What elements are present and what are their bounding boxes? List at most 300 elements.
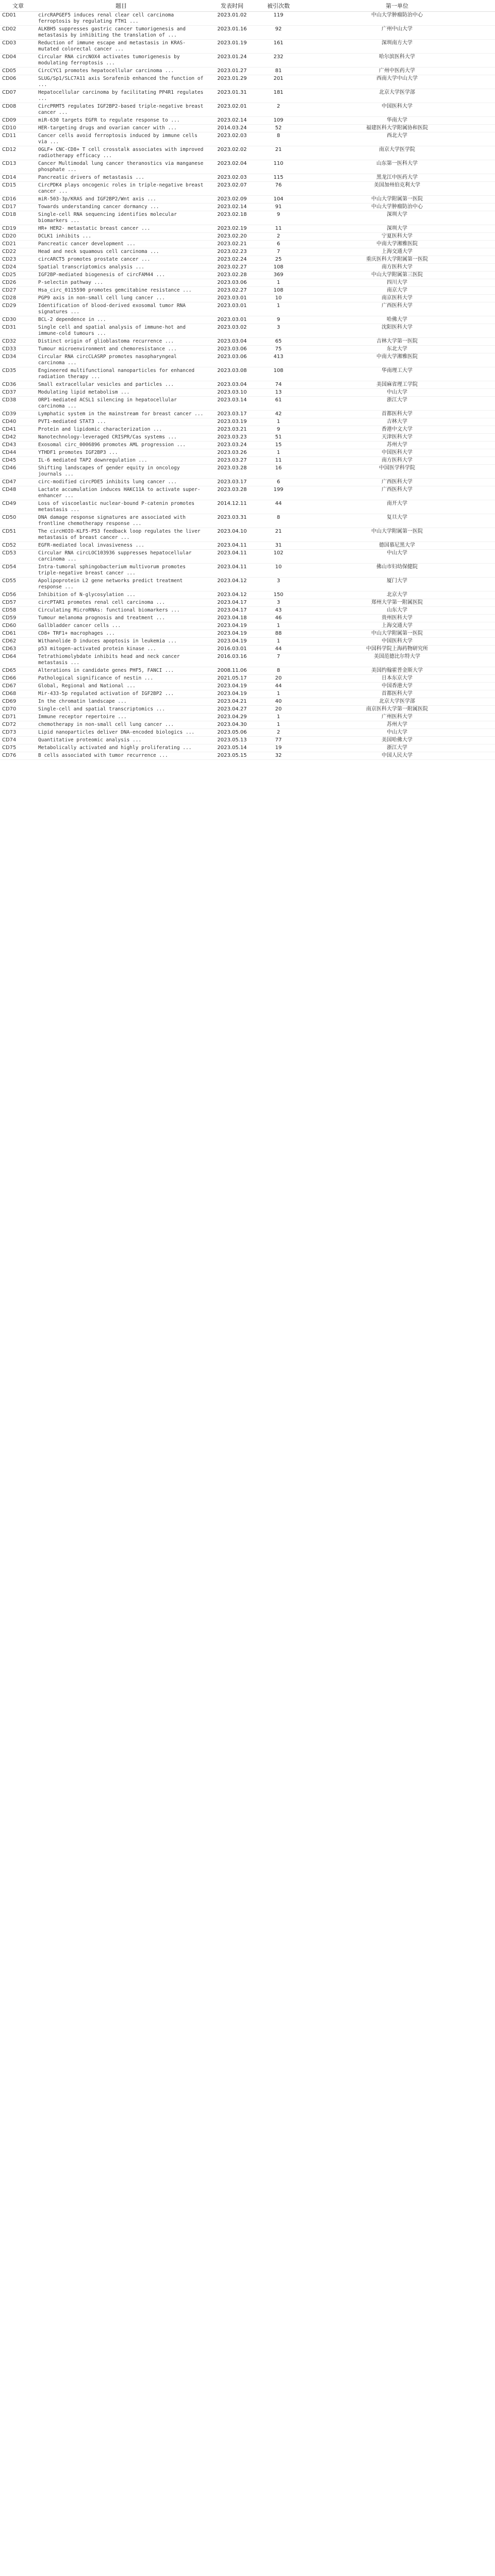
table-row — [0, 287, 495, 295]
cell-institution: 中山大学附属第一医院 — [299, 528, 495, 542]
cell-date: 2023.03.31 — [206, 514, 258, 528]
cell-institution: 西北大学 — [299, 132, 495, 146]
table-row — [0, 434, 495, 442]
table-row — [0, 54, 495, 67]
cell-code: CD13 — [0, 160, 36, 174]
cell-date: 2023.05.13 — [206, 737, 258, 744]
cell-code: CD05 — [0, 67, 36, 75]
cell-institution: 华南大学 — [299, 117, 495, 125]
cell-institution: 中山大学 — [299, 550, 495, 564]
cell-title: YTHDF1 promotes IGF2BP3 ... — [36, 449, 206, 457]
cell-institution: 中国医学科学院 — [299, 465, 495, 479]
cell-institution: 广州中山大学 — [299, 26, 495, 40]
cell-title: Single cell and spatial analysis of immune-hot and immune-cold tumours ... — [36, 324, 206, 338]
cell-institution: 美国范德比尔特大学 — [299, 653, 495, 667]
cell-date: 2023.04.11 — [206, 550, 258, 564]
cell-code: CD41 — [0, 426, 36, 434]
cell-date: 2014.12.11 — [206, 500, 258, 514]
table-row — [0, 40, 495, 54]
cell-date: 2023.02.07 — [206, 182, 258, 196]
cell-date: 2023.02.18 — [206, 211, 258, 225]
cell-institution: 南京大学 — [299, 287, 495, 295]
cell-date: 2023.04.30 — [206, 721, 258, 729]
cell-title: Tetrathiomolybdate inhibits head and neck cancer metastasis ... — [36, 653, 206, 667]
cell-code: CD11 — [0, 132, 36, 146]
table-row — [0, 353, 495, 367]
cell-code: CD55 — [0, 578, 36, 591]
cell-date: 2023.02.09 — [206, 196, 258, 204]
cell-title: circ-modified circPDE5 inhibits lung cancer ... — [36, 479, 206, 486]
table-row — [0, 264, 495, 272]
cell-cites: 51 — [258, 434, 299, 442]
table-row — [0, 599, 495, 607]
cell-institution: 美国加州伯克利大学 — [299, 182, 495, 196]
cell-code: CD03 — [0, 40, 36, 54]
table-row — [0, 721, 495, 729]
table-row — [0, 752, 495, 760]
cell-title: Engineered multifunctional nanoparticles for enhanced radiation therapy ... — [36, 367, 206, 381]
cell-date: 2016.03.16 — [206, 653, 258, 667]
cell-cites: 32 — [258, 752, 299, 760]
cell-date: 2023.03.19 — [206, 418, 258, 426]
cell-code: CD62 — [0, 638, 36, 646]
cell-cites: 10 — [258, 295, 299, 302]
cell-code: CD27 — [0, 287, 36, 295]
cell-institution: 广西医科大学 — [299, 302, 495, 316]
cell-title: Distinct origin of glioblastoma recurrence ... — [36, 338, 206, 346]
table-row — [0, 117, 495, 125]
table-row — [0, 211, 495, 225]
cell-institution: 北京大学医学部 — [299, 89, 495, 103]
table-row — [0, 426, 495, 434]
cell-title: B cells associated with tumor recurrence ... — [36, 752, 206, 760]
table-row — [0, 486, 495, 500]
cell-institution: 吉林大学第一医院 — [299, 338, 495, 346]
cell-title: Mir-433-5p regulated activation of IGF2BP2 ... — [36, 690, 206, 698]
cell-title: Withanolide D induces apoptosis in leukemia ... — [36, 638, 206, 646]
cell-cites: 7 — [258, 653, 299, 667]
cell-title: CircCYC1 promotes hepatocellular carcinoma ... — [36, 67, 206, 75]
cell-code: CD26 — [0, 279, 36, 287]
cell-title: DCLK1 inhibits ... — [36, 233, 206, 241]
cell-cites: 25 — [258, 256, 299, 264]
cell-title: Reduction of immune escape and metastasis in KRAS-mutated colorectal cancer ... — [36, 40, 206, 54]
header-title: 题目 — [36, 0, 206, 12]
cell-cites: 8 — [258, 514, 299, 528]
table-row — [0, 233, 495, 241]
cell-institution: 哈佛大学 — [299, 316, 495, 324]
cell-institution: 中南大学湘雅医院 — [299, 241, 495, 248]
cell-title: Alterations in candidate genes PHF5, FANCI ... — [36, 667, 206, 675]
cell-date: 2023.03.06 — [206, 353, 258, 367]
cell-institution: 天津医科大学 — [299, 434, 495, 442]
cell-institution: 厦门大学 — [299, 578, 495, 591]
cell-code: CD07 — [0, 89, 36, 103]
cell-code: CD45 — [0, 457, 36, 465]
cell-institution: 山东第一医科大学 — [299, 160, 495, 174]
cell-title: Global, Regional and National ... — [36, 683, 206, 690]
cell-institution: 日本东京大学 — [299, 675, 495, 683]
cell-code: CD38 — [0, 397, 36, 411]
cell-code: CD32 — [0, 338, 36, 346]
cell-cites: 2 — [258, 103, 299, 117]
cell-code: CD33 — [0, 346, 36, 353]
cell-code: CD48 — [0, 486, 36, 500]
cell-institution: 沈阳医科大学 — [299, 324, 495, 338]
cell-title: Circular RNA circCLASRP promotes nasopharyngeal carcinoma ... — [36, 353, 206, 367]
table-row — [0, 132, 495, 146]
cell-cites: 44 — [258, 646, 299, 653]
table-row — [0, 389, 495, 397]
cell-title: Head and neck squamous cell carcinoma ... — [36, 248, 206, 256]
cell-cites: 20 — [258, 675, 299, 683]
table-row — [0, 12, 495, 26]
cell-institution: 中南大学湘雅医院 — [299, 353, 495, 367]
cell-cites: 1 — [258, 449, 299, 457]
cell-institution: 深圳南方大学 — [299, 40, 495, 54]
cell-date: 2023.02.14 — [206, 117, 258, 125]
cell-title: Exosomal circ_0006896 promotes AML progression ... — [36, 442, 206, 449]
cell-institution: 四川大学 — [299, 279, 495, 287]
cell-institution: 黑龙江中医药大学 — [299, 174, 495, 182]
cell-date: 2023.02.01 — [206, 103, 258, 117]
table-row — [0, 397, 495, 411]
cell-title: Single-cell and spatial transcriptomics ... — [36, 706, 206, 714]
cell-date: 2023.02.02 — [206, 146, 258, 160]
cell-cites: 161 — [258, 40, 299, 54]
cell-title: HER-targeting drugs and ovarian cancer with ... — [36, 125, 206, 132]
cell-cites: 3 — [258, 578, 299, 591]
cell-title: P-selectin pathway ... — [36, 279, 206, 287]
cell-institution: 中国人民大学 — [299, 752, 495, 760]
cell-date: 2023.01.24 — [206, 54, 258, 67]
cell-date: 2023.01.16 — [206, 26, 258, 40]
cell-cites: 8 — [258, 132, 299, 146]
cell-cites: 9 — [258, 211, 299, 225]
cell-cites: 104 — [258, 196, 299, 204]
table-row — [0, 103, 495, 117]
table-row — [0, 646, 495, 653]
cell-title: Cancer cells avoid ferroptosis induced by immune cells via ... — [36, 132, 206, 146]
cell-title: p53 mitogen-activated protein kinase ... — [36, 646, 206, 653]
cell-date: 2023.03.06 — [206, 279, 258, 287]
header-cites: 被引次数 — [258, 0, 299, 12]
cell-date: 2023.04.19 — [206, 622, 258, 630]
cell-date: 2023.02.24 — [206, 256, 258, 264]
cell-date: 2023.03.14 — [206, 397, 258, 411]
cell-institution: 首都医科大学 — [299, 411, 495, 418]
cell-title: Apolipoprotein L2 gene networks predict treatment response ... — [36, 578, 206, 591]
cell-institution: 深圳大学 — [299, 225, 495, 233]
cell-cites: 44 — [258, 683, 299, 690]
cell-cites: 9 — [258, 316, 299, 324]
cell-title: DNA damage response signatures are associated with frontline chemotherapy response ... — [36, 514, 206, 528]
cell-title: Pancreatic cancer development ... — [36, 241, 206, 248]
cell-cites: 1 — [258, 638, 299, 646]
cell-institution: 南京医科大学第一附属医院 — [299, 706, 495, 714]
table-row — [0, 418, 495, 426]
cell-cites: 6 — [258, 241, 299, 248]
cell-cites: 3 — [258, 599, 299, 607]
table-row — [0, 550, 495, 564]
cell-institution: 上海交通大学 — [299, 622, 495, 630]
cell-cites: 369 — [258, 272, 299, 279]
cell-title: Protein and lipidomic characterization ... — [36, 426, 206, 434]
cell-cites: 46 — [258, 615, 299, 622]
cell-title: Hepatocellular carcinoma by facilitating PP4R1 regulates ... — [36, 89, 206, 103]
cell-code: CD59 — [0, 615, 36, 622]
cell-date: 2023.01.29 — [206, 75, 258, 89]
cell-cites: 77 — [258, 737, 299, 744]
table-row — [0, 706, 495, 714]
cell-code: CD74 — [0, 737, 36, 744]
cell-code: CD67 — [0, 683, 36, 690]
cell-code: CD58 — [0, 607, 36, 615]
cell-date: 2014.03.24 — [206, 125, 258, 132]
cell-cites: 11 — [258, 457, 299, 465]
cell-code: CD09 — [0, 117, 36, 125]
cell-title: Lipid nanoparticles deliver DNA-encoded biologics ... — [36, 729, 206, 737]
cell-title: Gallbladder cancer cells ... — [36, 622, 206, 630]
cell-cites: 108 — [258, 287, 299, 295]
cell-institution: 北京大学 — [299, 591, 495, 599]
cell-institution: 浙江大学 — [299, 744, 495, 752]
cell-cites: 108 — [258, 367, 299, 381]
table-row — [0, 622, 495, 630]
cell-title: In the chromatin landscape ... — [36, 698, 206, 706]
cell-date: 2023.02.03 — [206, 174, 258, 182]
cell-institution: 南京大学医学院 — [299, 146, 495, 160]
cell-date: 2023.04.18 — [206, 615, 258, 622]
cell-title: Lymphatic system in the mainstream for breast cancer ... — [36, 411, 206, 418]
cell-code: CD53 — [0, 550, 36, 564]
cell-code: CD28 — [0, 295, 36, 302]
cell-institution: 福建医科大学附属协和医院 — [299, 125, 495, 132]
cell-institution: 南京医科大学 — [299, 295, 495, 302]
table-row — [0, 196, 495, 204]
cell-institution: 中山大学附属第一医院 — [299, 196, 495, 204]
cell-code: CD35 — [0, 367, 36, 381]
cell-institution: 浙江大学 — [299, 397, 495, 411]
cell-date: 2023.04.10 — [206, 528, 258, 542]
cell-title: Intra-tumoral sphingobacterium multivorum promotes triple-negative breast cancer ... — [36, 564, 206, 578]
cell-code: CD73 — [0, 729, 36, 737]
cell-code: CD24 — [0, 264, 36, 272]
table-row — [0, 272, 495, 279]
cell-date: 2023.03.17 — [206, 479, 258, 486]
cell-code: CD56 — [0, 591, 36, 599]
cell-date: 2021.05.17 — [206, 675, 258, 683]
cell-title: CD8+ TRF1+ macrophages ... — [36, 630, 206, 638]
cell-code: CD20 — [0, 233, 36, 241]
table-row — [0, 182, 495, 196]
table-row — [0, 295, 495, 302]
cell-cites: 11 — [258, 225, 299, 233]
cell-code: CD76 — [0, 752, 36, 760]
table-row — [0, 89, 495, 103]
cell-code: CD25 — [0, 272, 36, 279]
cell-title: CircPDK4 plays oncogenic roles in triple-negative breast cancer ... — [36, 182, 206, 196]
cell-title: PVT1-mediated STAT3 ... — [36, 418, 206, 426]
table-row — [0, 449, 495, 457]
cell-date: 2023.01.19 — [206, 40, 258, 54]
table-row — [0, 638, 495, 646]
cell-code: CD30 — [0, 316, 36, 324]
cell-code: CD19 — [0, 225, 36, 233]
cell-code: CD06 — [0, 75, 36, 89]
cell-cites: 44 — [258, 500, 299, 514]
cell-title: Single-cell RNA sequencing identifies molecular biomarkers ... — [36, 211, 206, 225]
cell-date: 2023.03.01 — [206, 302, 258, 316]
cell-date: 2023.03.21 — [206, 426, 258, 434]
cell-date: 2023.03.23 — [206, 434, 258, 442]
cell-cites: 201 — [258, 75, 299, 89]
cell-code: CD72 — [0, 721, 36, 729]
cell-code: CD37 — [0, 389, 36, 397]
cell-code: CD22 — [0, 248, 36, 256]
table-row — [0, 615, 495, 622]
cell-title: Metabolically activated and highly proliferating ... — [36, 744, 206, 752]
cell-institution: 香港中文大学 — [299, 426, 495, 434]
paper-table — [0, 0, 495, 760]
cell-institution: 中国医科大学 — [299, 103, 495, 117]
cell-date: 2023.04.21 — [206, 698, 258, 706]
table-row — [0, 578, 495, 591]
table-row — [0, 653, 495, 667]
cell-title: Hsa_circ_0115590 promotes gemcitabine resistance ... — [36, 287, 206, 295]
cell-institution: 德国慕尼黑大学 — [299, 542, 495, 550]
table-row — [0, 225, 495, 233]
cell-cites: 199 — [258, 486, 299, 500]
cell-code: CD46 — [0, 465, 36, 479]
table-row — [0, 675, 495, 683]
cell-institution: 西南大学中山大学 — [299, 75, 495, 89]
cell-institution: 苏州大学 — [299, 442, 495, 449]
table-row — [0, 67, 495, 75]
cell-date: 2023.04.17 — [206, 599, 258, 607]
cell-title: CircPRMT5 regulates IGF2BP2-based triple-negative breast cancer ... — [36, 103, 206, 117]
cell-code: CD63 — [0, 646, 36, 653]
cell-date: 2023.04.29 — [206, 714, 258, 721]
cell-title: Pancreatic drivers of metastasis ... — [36, 174, 206, 182]
cell-title: Circulating MicroRNAs: functional biomarkers ... — [36, 607, 206, 615]
cell-institution: 中国医科大学 — [299, 449, 495, 457]
table-row — [0, 338, 495, 346]
cell-code: CD68 — [0, 690, 36, 698]
cell-institution: 深圳大学 — [299, 211, 495, 225]
cell-institution: 南开大学 — [299, 500, 495, 514]
cell-code: CD60 — [0, 622, 36, 630]
cell-title: Tumour microenvironment and chemoresistance ... — [36, 346, 206, 353]
cell-title: Modulating lipid metabolism ... — [36, 389, 206, 397]
cell-code: CD75 — [0, 744, 36, 752]
cell-institution: 中国医科大学 — [299, 638, 495, 646]
cell-cites: 74 — [258, 381, 299, 389]
table-row — [0, 279, 495, 287]
cell-title: circARCT5 promotes prostate cancer ... — [36, 256, 206, 264]
cell-cites: 75 — [258, 346, 299, 353]
cell-title: Nanotechnology-leveraged CRISPR/Cas systems ... — [36, 434, 206, 442]
table-row — [0, 316, 495, 324]
cell-code: CD50 — [0, 514, 36, 528]
cell-date: 2023.04.19 — [206, 638, 258, 646]
table-row — [0, 204, 495, 211]
cell-cites: 42 — [258, 411, 299, 418]
cell-cites: 31 — [258, 542, 299, 550]
cell-title: Lactate accumulation induces HAKC11A to activate super-enhancer ... — [36, 486, 206, 500]
cell-institution: 北京大学医学部 — [299, 698, 495, 706]
cell-cites: 19 — [258, 744, 299, 752]
table-row — [0, 256, 495, 264]
cell-cites: 10 — [258, 564, 299, 578]
cell-title: Loss of viscoelastic nuclear-bound P-catenin promotes metastasis ... — [36, 500, 206, 514]
cell-title: Identification of blood-derived exosomal tumor RNA signatures ... — [36, 302, 206, 316]
cell-cites: 7 — [258, 248, 299, 256]
cell-institution: 哈尔滨医科大学 — [299, 54, 495, 67]
cell-code: CD64 — [0, 653, 36, 667]
cell-code: CD15 — [0, 182, 36, 196]
cell-title: Cancer Multimodal lung cancer theranostics via manganese phosphate ... — [36, 160, 206, 174]
cell-code: CD18 — [0, 211, 36, 225]
table-row — [0, 690, 495, 698]
cell-title: The circHOIO-KLF5-P53 feedback loop regulates the liver metastasis of breast cancer ... — [36, 528, 206, 542]
cell-code: CD65 — [0, 667, 36, 675]
cell-institution: 中山大学附属第三医院 — [299, 272, 495, 279]
cell-date: 2023.02.28 — [206, 272, 258, 279]
cell-code: CD61 — [0, 630, 36, 638]
cell-date: 2023.03.04 — [206, 338, 258, 346]
table-row — [0, 381, 495, 389]
cell-institution: 中山大学 — [299, 389, 495, 397]
cell-title: ORP1-mediated ACSL1 silencing in hepatocellular carcinoma ... — [36, 397, 206, 411]
cell-code: CD29 — [0, 302, 36, 316]
header-date: 发表时间 — [206, 0, 258, 12]
cell-cites: 88 — [258, 630, 299, 638]
cell-institution: 美国麻省理工学院 — [299, 381, 495, 389]
table-row — [0, 442, 495, 449]
cell-cites: 43 — [258, 607, 299, 615]
cell-institution: 华南理工大学 — [299, 367, 495, 381]
cell-cites: 6 — [258, 479, 299, 486]
cell-title: Towards understanding cancer dormancy ... — [36, 204, 206, 211]
cell-date: 2023.05.06 — [206, 729, 258, 737]
cell-institution: 东北大学 — [299, 346, 495, 353]
table-row — [0, 683, 495, 690]
cell-date: 2008.11.06 — [206, 667, 258, 675]
cell-code: CD51 — [0, 528, 36, 542]
cell-date: 2023.04.19 — [206, 630, 258, 638]
cell-date: 2023.01.31 — [206, 89, 258, 103]
cell-title: Tumour melanoma prognosis and treatment ... — [36, 615, 206, 622]
table-row — [0, 411, 495, 418]
cell-cites: 15 — [258, 442, 299, 449]
cell-title: Quantitative proteomic analysis ... — [36, 737, 206, 744]
cell-cites: 1 — [258, 714, 299, 721]
cell-title: PGP9 axis in non-small cell lung cancer ... — [36, 295, 206, 302]
cell-code: CD44 — [0, 449, 36, 457]
cell-cites: 8 — [258, 667, 299, 675]
cell-title: chemotherapy in non-small cell lung cancer ... — [36, 721, 206, 729]
cell-cites: 21 — [258, 146, 299, 160]
cell-code: CD10 — [0, 125, 36, 132]
cell-date: 2023.02.27 — [206, 287, 258, 295]
cell-cites: 21 — [258, 528, 299, 542]
cell-title: Circular RNA circNOX4 activates tumorigenesis by modulating ferroptosis ... — [36, 54, 206, 67]
cell-institution: 中国科学院上海药物研究所 — [299, 646, 495, 653]
table-row — [0, 26, 495, 40]
cell-code: CD01 — [0, 12, 36, 26]
cell-date: 2023.05.14 — [206, 744, 258, 752]
